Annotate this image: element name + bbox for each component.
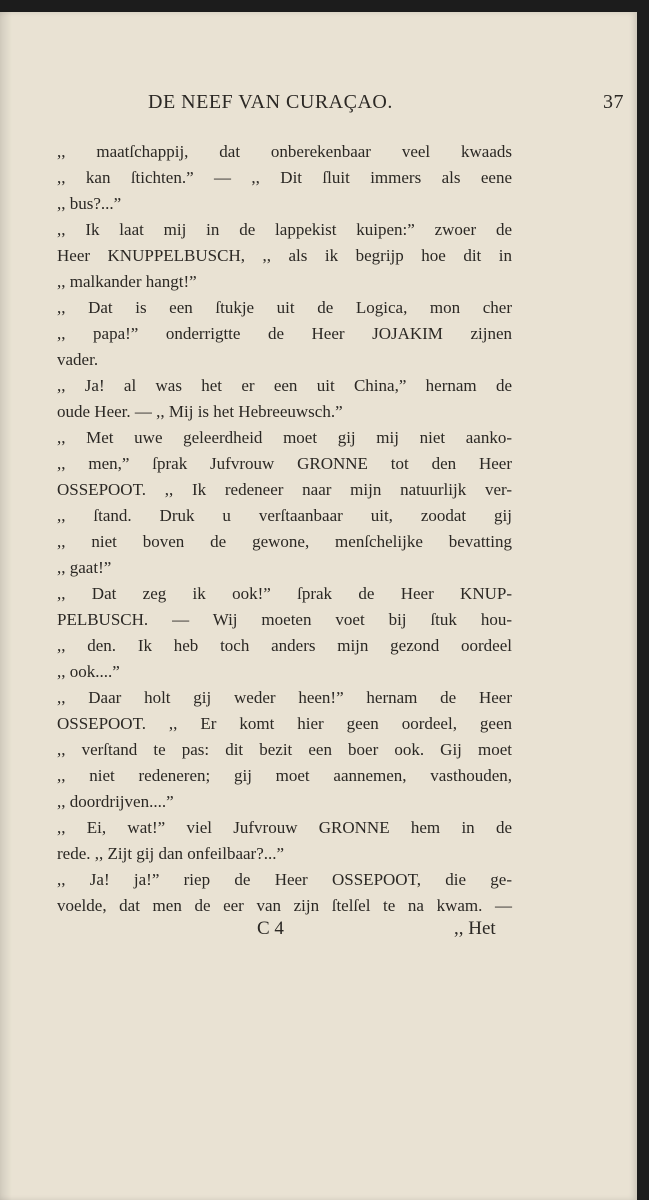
text-line: rede. ,, Zijt gij dan onfeilbaar?...”: [57, 844, 285, 863]
text-line: ,, gaat!”: [57, 558, 112, 577]
text-line: ,, doordrijven....”: [57, 792, 174, 811]
text-line: ,, ook....”: [57, 662, 120, 681]
text-line: ,, Ik laat mij in de lappekist kuipen:” zwoer de: [57, 220, 512, 239]
text-line: ,, den. Ik heb toch anders mijn gezond oordeel: [57, 636, 512, 655]
text-line: ,, Dat zeg ik ook!” ſprak de Heer KNUP-: [57, 584, 512, 603]
text-line: ,, ſtand. Druk u verſtaanbaar uit, zoodat gij: [57, 506, 512, 525]
text-line: ,, Dat is een ſtukje uit de Logica, mon cher: [57, 298, 512, 317]
page-number: 37: [603, 91, 624, 113]
catchword: ,, Het: [454, 918, 496, 939]
text-line: OSSEPOOT. ,, Ik redeneer naar mijn natuurlijk ver-: [57, 480, 512, 499]
running-header: [148, 91, 624, 114]
text-line: Heer KNUPPELBUSCH, ,, als ik begrijp hoe dit in: [57, 246, 512, 265]
text-line: ,, Daar holt gij weder heen!” hernam de Heer: [57, 688, 512, 707]
text-line: voelde, dat men de eer van zijn ſtelſel te na kwam. —: [57, 896, 512, 915]
text-line: ,, maatſchappij, dat onberekenbaar veel kwaads: [57, 142, 512, 161]
text-line: ,, bus?...”: [57, 194, 122, 213]
book-page: [0, 12, 637, 1200]
text-line: PELBUSCH. — Wij moeten voet bij ſtuk hou-: [57, 610, 512, 629]
text-line: ,, Ja! ja!” riep de Heer OSSEPOOT, die ge-: [57, 870, 512, 889]
signature-mark: C 4: [257, 918, 284, 939]
page-spine-shadow: [0, 12, 12, 1200]
page-footer: [0, 918, 637, 948]
text-line: OSSEPOOT. ,, Er komt hier geen oordeel, geen: [57, 714, 512, 733]
text-line: ,, Met uwe geleerdheid moet gij mij niet aanko-: [57, 428, 512, 447]
running-title: DE NEEF VAN CURAÇAO.: [148, 91, 393, 113]
text-line: ,, niet redeneren; gij moet aannemen, vasthouden,: [57, 766, 512, 785]
text-line: ,, men,” ſprak Jufvrouw GRONNE tot den Heer: [57, 454, 512, 473]
text-line: ,, Ja! al was het er een uit China,” hernam de: [57, 376, 512, 395]
text-line: ,, Ei, wat!” viel Jufvrouw GRONNE hem in de: [57, 818, 512, 837]
text-line: ,, verſtand te pas: dit bezit een boer ook. Gij moet: [57, 740, 512, 759]
text-line: ,, kan ſtichten.” — ,, Dit ſluit immers als eene: [57, 168, 512, 187]
text-line: vader.: [57, 350, 99, 369]
text-line: ,, papa!” onderrigtte de Heer JOJAKIM zijnen: [57, 324, 512, 343]
text-line: ,, niet boven de gewone, menſchelijke bevatting: [57, 532, 512, 551]
text-line: oude Heer. — ,, Mij is het Hebreeuwsch.”: [57, 402, 343, 421]
body-text: [57, 139, 512, 919]
text-line: ,, malkander hangt!”: [57, 272, 197, 291]
